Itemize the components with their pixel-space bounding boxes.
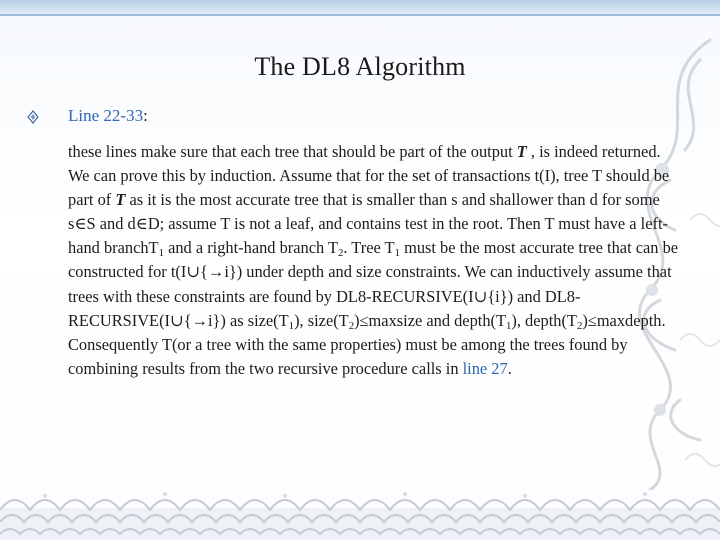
text-run: these lines make sure that each tree that should be part of the output — [68, 142, 517, 161]
diamond-bullet-icon — [26, 110, 40, 124]
wave-pattern-decoration — [0, 460, 720, 540]
body-paragraph — [68, 140, 680, 381]
text-run: , is indeed returned. We can prove this by induction. Assume that for the set of transactions t(I), tree T should be part of — [68, 142, 670, 210]
text-run: . Tree T — [343, 238, 395, 258]
text-run: . — [507, 358, 512, 378]
subscript: 2 — [338, 247, 344, 260]
line-range-link[interactable]: Line 22-33 — [68, 106, 144, 125]
subscript: 1 — [506, 319, 512, 332]
emphasis-T: T — [516, 142, 527, 161]
text-run: )≤maxsize and depth(T — [354, 310, 506, 330]
slide-title: The DL8 Algorithm — [254, 52, 466, 81]
header-band — [0, 0, 720, 16]
bullet-heading — [68, 106, 148, 126]
subscript: 2 — [576, 319, 583, 332]
text-run: ), depth(T — [511, 310, 577, 330]
subscript: 1 — [394, 247, 400, 260]
text-run: must be the most accurate tree that can be constructed for t(I∪{→i}) under depth and size constraints. We can inductively assume that trees with these constraints are found by DL8-RECURSIVE(I∪{i}) and DL8-RECURSIVE(I∪{→i}) as size(T — [68, 238, 679, 330]
text-run: ), size(T — [294, 310, 349, 330]
text-run: )≤maxdepth. Consequently T(or a tree with the same properties) must be among the trees found by combining results from the two recursive procedure calls in — [68, 310, 666, 378]
text-run: as it is the most accurate tree that is smaller than s and shallower than d for some s∈S and d∈D; assume T is not a leaf, and contains test in the root. Then T must have a left-hand branchT — [68, 190, 668, 258]
line-27-link[interactable]: line 27 — [462, 358, 508, 378]
emphasis-T: T — [115, 190, 126, 210]
text-run: and a right-hand branch T — [163, 238, 338, 258]
subscript: 2 — [348, 319, 355, 332]
subscript: 1 — [288, 319, 295, 332]
subscript: 1 — [158, 247, 164, 260]
heading-colon: : — [143, 106, 148, 125]
